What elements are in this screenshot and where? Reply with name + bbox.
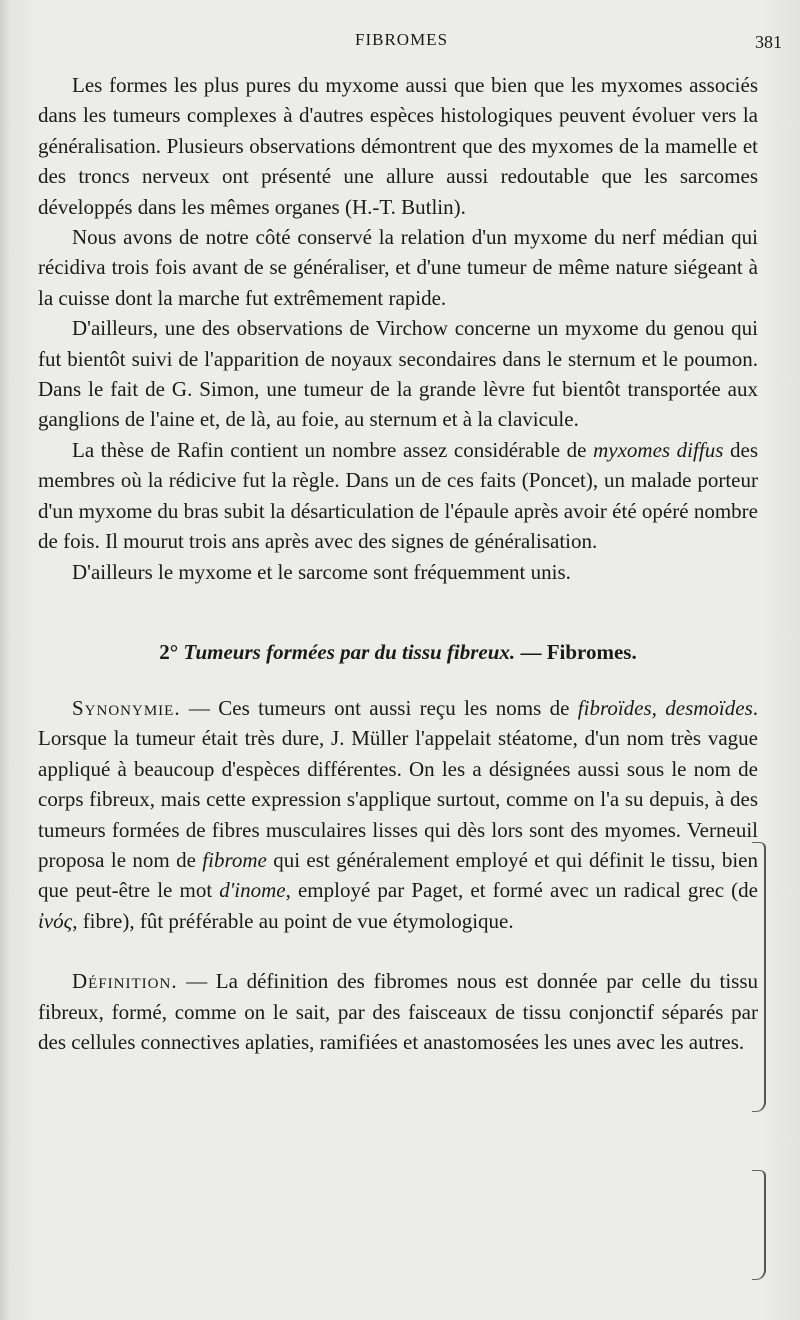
- paragraph-4-text-a: La thèse de Rafin contient un nombre assez considérable de: [72, 437, 594, 462]
- synonymie-text-5: , fibre), fût préférable au point de vue étymologique.: [72, 908, 514, 933]
- page-number: 381: [755, 32, 782, 52]
- margin-bracket-definition: [752, 1170, 766, 1280]
- margin-bracket-synonymie: [752, 842, 766, 1112]
- paragraph-3: D'ailleurs, une des observations de Virchow concerne un myxome du genou qui fut bientôt suivi de l'apparition de noyaux secondaires dans le sternum et le poumon. Dans le fait de G. Simon, une tumeur de la grande lèvre fut bientôt transportée aux ganglions de l'aine et, de là, au foie, au sternum et à la clavicule.: [38, 316, 758, 432]
- paragraph-2: Nous avons de notre côté conservé la relation d'un myxome du nerf médian qui récidiva trois fois avant de se généraliser, et d'une tumeur de même nature siégeant à la cuisse dont la marche fut extrêmement rapide.: [38, 225, 758, 310]
- synonymie-text-3: qui est généralement employé et qui définit le tissu, bien que peut-être le mot: [38, 847, 758, 903]
- synonymie-italic-2: fibrome: [202, 847, 267, 872]
- synonymie-greek: ἰνός: [38, 908, 73, 933]
- synonymie-text-4: , employé par Paget, et formé avec un radical grec (de: [285, 878, 758, 903]
- definition-paragraph: [38, 966, 758, 1057]
- section-heading-italic: Tumeurs formées par du tissu fibreux.: [183, 639, 516, 664]
- synonymie-italic-1: fibroïdes, desmoïdes: [577, 695, 753, 720]
- paragraph-5: D'ailleurs le myxome et le sarcome sont fréquemment unis.: [72, 559, 571, 584]
- paragraph-4: [38, 435, 758, 557]
- paragraph-4-italic: myxomes diffus: [593, 437, 724, 462]
- synonymie-paragraph: [38, 693, 758, 936]
- section-heading: [38, 637, 758, 667]
- synonymie-label: Synonymie.: [72, 695, 181, 720]
- synonymie-italic-3: d'inome: [219, 878, 286, 903]
- definition-label: Définition.: [72, 969, 178, 994]
- running-title: FIBROMES: [355, 30, 449, 49]
- definition-text: — La définition des fibromes nous est donnée par celle du tissu fibreux, formé, comme on le sait, par des faisceaux de tissu conjonctif séparés par des cellules connectives aplaties, ramifiées et anastomosées les unes avec les autres.: [38, 969, 758, 1054]
- body-text: [38, 70, 758, 1057]
- section-heading-bold: Fibromes.: [546, 639, 637, 664]
- paragraph-1: Les formes les plus pures du myxome aussi que bien que les myxomes associés dans les tumeurs complexes à d'autres espèces histologiques peuvent évoluer vers la généralisation. Plusieurs observations démontrent que des myxomes de la mamelle et des troncs nerveux ont présenté une allure aussi redoutable que les sarcomes développés dans les mêmes organes (H.-T. Butlin).: [38, 73, 758, 219]
- paragraph-4-text-b: des membres où la rédicive fut la règle. Dans un de ces faits (Poncet), un malade porteur d'un myxome du bras subit la désarticulation de l'épaule après avoir été opéré nombre de fois. Il mourut trois ans après avec des signes de généralisation.: [38, 437, 758, 554]
- page-header: [0, 30, 800, 60]
- synonymie-text-2: . Lorsque la tumeur était très dure, J. Müller l'appelait stéatome, d'un nom très vague appliqué à beaucoup d'espèces différentes. On les a désignées aussi sous le nom de corps fibreux, mais cette expression s'applique surtout, comme on l'a su depuis, à des tumeurs formées de fibres musculaires lisses qui dès lors sont des myomes. Verneuil proposa le nom de: [38, 695, 758, 872]
- section-heading-dash: —: [520, 639, 542, 664]
- section-number: 2°: [159, 639, 179, 664]
- synonymie-text-1: — Ces tumeurs ont aussi reçu les noms de: [180, 695, 578, 720]
